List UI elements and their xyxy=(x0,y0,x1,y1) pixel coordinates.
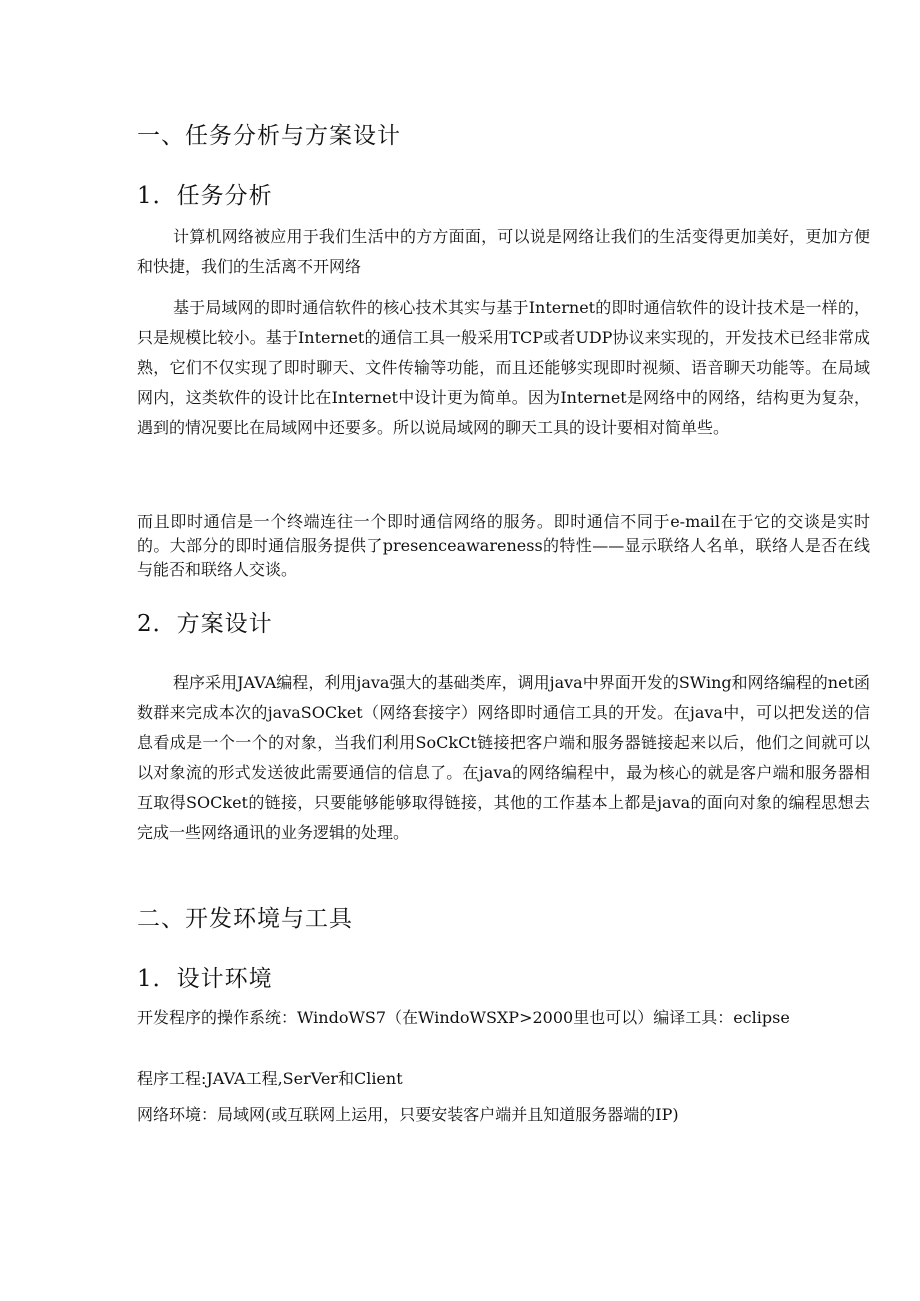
subsection-heading-task-analysis: 1．任务分析 xyxy=(137,183,273,209)
paragraph-network-importance: 计算机网络被应用于我们生活中的方方面面，可以说是网络让我们的生活变得更加美好，更加方便和快捷，我们的生活离不开网络 xyxy=(137,227,870,276)
environment-project-type: 程序工程:JAVA工程,SerVer和Client xyxy=(137,1069,403,1088)
section-heading-task-analysis-and-design: 一、任务分析与方案设计 xyxy=(137,123,401,149)
paragraph-lan-im-technology: 基于局域网的即时通信软件的核心技术其实与基于Internet的即时通信软件的设计技术是一样的，只是规模比较小。基于Internet的通信工具一般采用TCP或者UDP协议来实现的，开发技术已经非常成熟，它们不仅实现了即时聊天、文件传输等功能，而且还能够实现即时视频、语音聊天功能等。在局域网内，这类软件的设计比在Internet中设计更为简单。因为Internet是网络中的网络，结构更为复杂，遇到的情况要比在局域网中还要多。所以说局域网的聊天工具的设计要相对简单些。 xyxy=(137,298,870,437)
section-heading-dev-environment-and-tools: 二、开发环境与工具 xyxy=(137,906,353,932)
subsection-heading-design-environment: 1．设计环境 xyxy=(137,966,273,992)
subsection-heading-solution-design: 2．方案设计 xyxy=(137,611,273,637)
environment-network: 网络环境：局域网(或互联网上运用，只要安装客户端并且知道服务器端的IP) xyxy=(137,1105,679,1124)
paragraph-java-implementation: 程序采用JAVA编程，利用java强大的基础类库，调用java中界面开发的SWing和网络编程的net函数群来完成本次的javaSOCket（网络套接字）网络即时通信工具的开发。在java中，可以把发送的信息看成是一个一个的对象，当我们利用SoCkCt链接把客户端和服务器链接起来以后，他们之间就可以以对象流的形式发送彼此需要通信的信息了。在java的网络编程中，最为核心的就是客户端和服务器相互取得SOCket的链接，只要能够能够取得链接，其他的工作基本上都是java的面向对象的编程思想去完成一些网络通讯的业务逻辑的处理。 xyxy=(137,673,870,842)
environment-os-and-compiler: 开发程序的操作系统：WindoWS7（在WindoWSXP>2000里也可以）编译工具：eclipse xyxy=(137,1008,790,1027)
paragraph-im-definition: 而且即时通信是一个终端连往一个即时通信网络的服务。即时通信不同于e-mail在于它的交谈是实时的。大部分的即时通信服务提供了presenceawareness的特性——显示联络人名单，联络人是否在线与能否和联络人交谈。 xyxy=(137,512,870,579)
